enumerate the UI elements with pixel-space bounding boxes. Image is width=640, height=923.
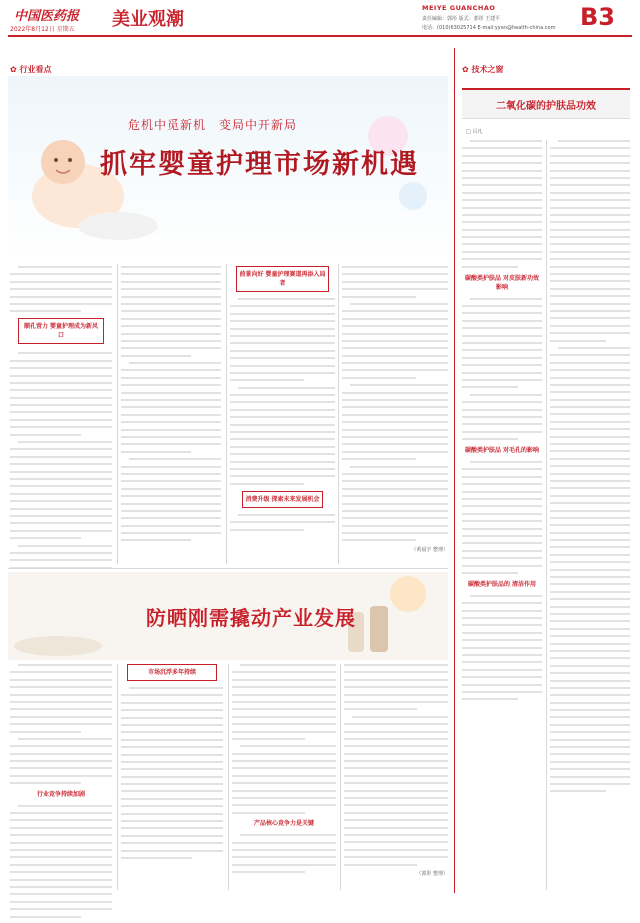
mask-subhead-box: 市场沉浮多年持续 [127,664,217,681]
page-number: B3 [580,3,615,31]
mask-col3 [232,664,336,879]
col-divider [117,664,118,890]
tech-section-tag: ✿ 技术之窗 [462,65,504,74]
section-title: 美业观潮 [112,9,184,30]
mask-col2 [121,664,223,864]
tech-title: 二氧化碳的护肤品功效 [496,100,596,112]
tech-author: □ 吕凡 [466,129,483,135]
col-divider [117,264,118,564]
subhead-box-1: 顺孔营力 婴童护理成为新风口 [18,318,104,344]
tech-subhead-2: 碳酸类护肤品 对毛孔的影响 [464,447,540,455]
col-divider [226,264,227,564]
tech-subhead-3: 碳酸类护肤品的 清洁作用 [467,580,537,588]
mask-subhead-2: 产品核心竞争力是关键 [253,820,314,828]
tech-subhead-1: 碳酸类护肤品 对皮肤新功效影响 [464,274,540,291]
col-divider [546,140,547,890]
section-divider [454,48,455,893]
subhead-box-3: 消费升级 探索未来发展机会 [242,491,323,508]
date-line: 2022年8月12日 星期五 [10,26,75,33]
newspaper-logo: 中国医药报 [14,9,80,24]
mask-byline: （郭彤 整理） [416,870,448,877]
mask-col1 [10,664,112,923]
mask-col4 [344,664,448,878]
star-icon: ✿ [462,65,469,74]
col-divider [340,664,341,890]
section-rule [8,568,448,569]
tech-title-box [462,88,630,119]
masthead [0,0,640,38]
tech-col1 [462,140,542,706]
industry-byline: （黄晨宇 整理） [411,546,448,553]
hero-banner [8,76,448,260]
section-pinyin: MEIYE GUANCHAO [422,4,496,12]
masthead-rule [8,35,632,37]
bottom-title: 防晒刚需撬动产业发展 [146,606,356,630]
star-icon: ✿ [10,65,17,74]
editor-line: 责任编辑：郭彤 版式：郭彤 王建平 [422,16,501,22]
industry-col4 [342,266,448,554]
hero-pretitle: 危机中觅新机 变局中开新局 [128,118,298,132]
hero-title: 抓牢婴童护理市场新机遇 [100,149,419,180]
industry-col1 [10,266,112,611]
industry-section-tag: ✿ 行业看点 [10,65,52,74]
contact-line: 电话：(010)63025714 E-mail:yyan@health-china.com [422,25,556,31]
col-divider [228,664,229,890]
subhead-box-2: 前景向好 婴童护理赛道再添入局者 [236,266,329,292]
mask-subhead-1: 行业竞争持续加剧 [36,790,85,798]
col-divider [338,264,339,564]
industry-col2 [121,266,221,547]
industry-col3 [230,266,335,536]
tech-col2 [550,140,630,798]
bottom-banner [8,572,448,660]
